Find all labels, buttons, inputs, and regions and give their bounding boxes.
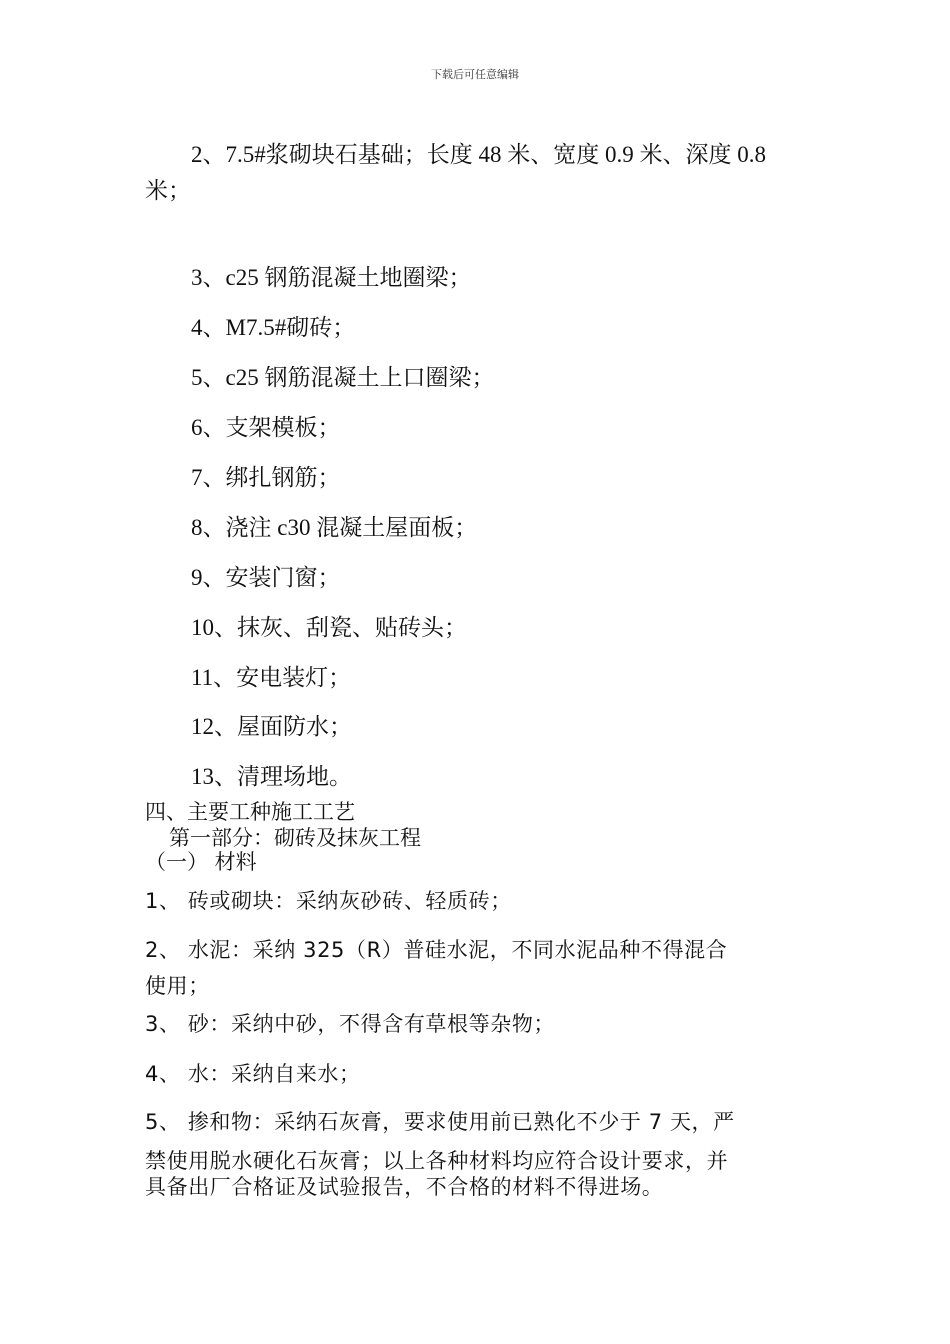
material-4: 4、 水：采纳自来水； — [145, 1062, 361, 1086]
section-heading: 四、主要工种施工工艺 — [145, 800, 355, 824]
step-7: 7、绑扎钢筋； — [191, 465, 341, 490]
material-5-line-2: 禁使用脱水硬化石灰膏；以上各种材料均应符合设计要求，并 — [145, 1149, 729, 1173]
step-8: 8、浇注 c30 混凝土屋面板； — [191, 515, 478, 540]
step-11: 11、安电装灯； — [191, 665, 352, 690]
step-3: 3、c25 钢筋混凝土地圈梁； — [191, 265, 472, 290]
material-3: 3、 砂：采纳中砂，不得含有草根等杂物； — [145, 1012, 556, 1036]
step-4: 4、M7.5#砌砖； — [191, 315, 356, 340]
step-2-line-2: 米； — [145, 178, 191, 203]
step-10: 10、抹灰、刮瓷、贴砖头； — [191, 615, 467, 640]
step-13: 13、清理场地。 — [191, 764, 352, 789]
material-1: 1、 砖或砌块：采纳灰砂砖、轻质砖； — [145, 889, 512, 913]
part-heading: 第一部分：砌砖及抹灰工程 — [169, 826, 421, 850]
material-2-line-2: 使用； — [145, 974, 210, 998]
step-5: 5、c25 钢筋混凝土上口圈梁； — [191, 365, 495, 390]
step-2-line-1: 2、7.5#浆砌块石基础；长度 48 米、宽度 0.9 米、深度 0.8 — [191, 142, 766, 167]
material-5-line-1: 5、 掺和物：采纳石灰膏，要求使用前已熟化不少于 7 天，严 — [145, 1110, 735, 1134]
material-5-line-3: 具备出厂合格证及试验报告，不合格的材料不得进场。 — [145, 1175, 664, 1199]
sub-heading: （一） 材料 — [145, 850, 257, 874]
page-header-watermark: 下载后可任意编辑 — [431, 68, 519, 81]
step-6: 6、支架模板； — [191, 415, 341, 440]
step-12: 12、屋面防水； — [191, 714, 352, 739]
material-2-line-1: 2、 水泥：采纳 325（R）普硅水泥，不同水泥品种不得混合 — [145, 938, 728, 962]
step-9: 9、安装门窗； — [191, 565, 341, 590]
